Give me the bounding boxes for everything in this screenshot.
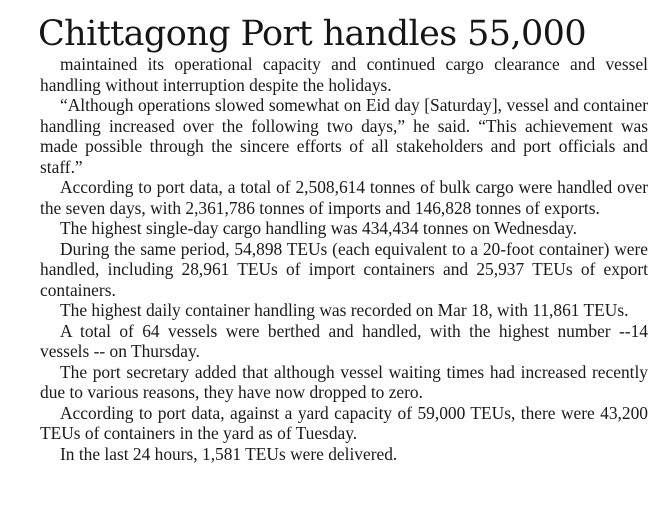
paragraph-official-quote: “Although operations slowed somewhat on Eid day [Saturday], vessel and container handling increased over the following two days,” he said. “This achievement was made possible through the sincere efforts of all stakeholders and port officials and staff.” — [40, 95, 648, 177]
paragraph-peak-container-day: The highest daily container handling was recorded on Mar 18, with 11,861 TEUs. — [60, 300, 629, 320]
paragraph-waiting-times: The port secretary added that although vessel waiting times had increased recently due to various reasons, they have now dropped to zero. — [40, 361, 648, 402]
paragraph-deliveries: In the last 24 hours, 1,581 TEUs were delivered. — [60, 443, 398, 464]
paragraph-bulk-cargo: According to port data, a total of 2,508,614 tonnes of bulk cargo were handled over the seven days, with 2,361,786 tonnes of imports and 146,828 tonnes of exports. — [40, 177, 648, 218]
paragraph-vessels-berthed: A total of 64 vessels were berthed and handled, with the highest number --14 vessels -- on Thursday. — [40, 320, 648, 361]
paragraph-yard-capacity: According to port data, against a yard capacity of 59,000 TEUs, there were 43,200 TEUs of containers in the yard as of Tuesday. — [40, 402, 648, 443]
paragraph-operations-continued: maintained its operational capacity and continued cargo clearance and vessel handling without interruption despite the holidays. — [40, 54, 648, 95]
article-headline: Chittagong Port handles 55,000 — [38, 14, 586, 54]
paragraph-teu-handled: During the same period, 54,898 TEUs (each equivalent to a 20-foot container) were handled, including 28,961 TEUs of import containers and 25,937 TEUs of export containers. — [40, 238, 648, 300]
article-body — [40, 54, 648, 464]
paragraph-peak-cargo-day: The highest single-day cargo handling was 434,434 tonnes on Wednesday. — [60, 218, 577, 238]
